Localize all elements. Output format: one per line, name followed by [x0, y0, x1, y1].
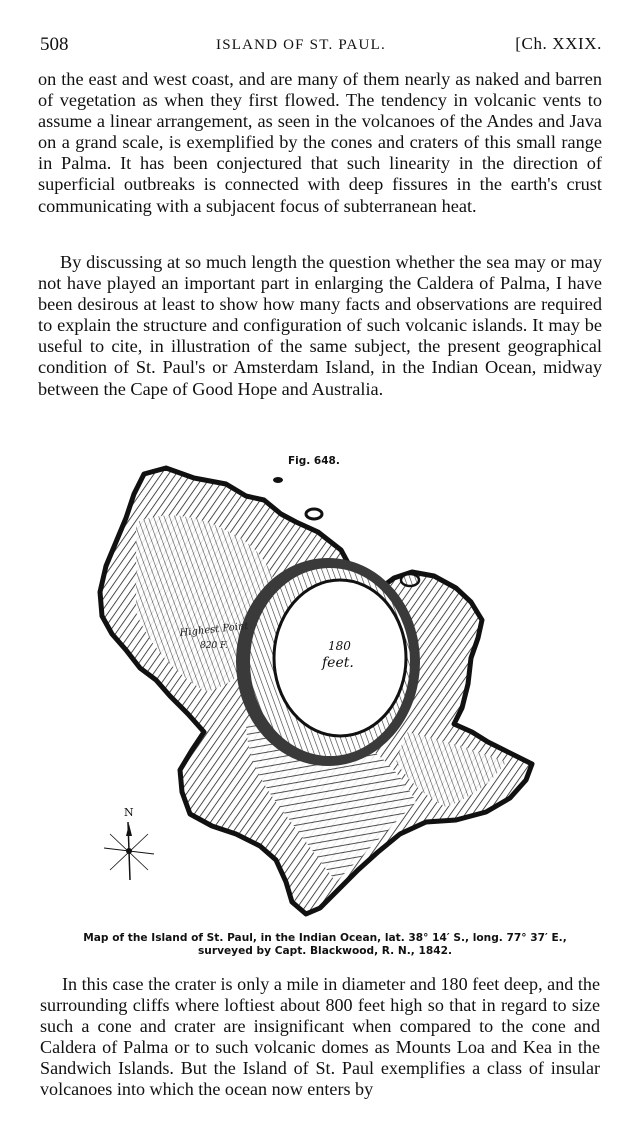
compass-north-label: N — [124, 806, 134, 819]
islet-north — [306, 509, 322, 519]
running-title: ISLAND OF ST. PAUL. — [216, 37, 386, 53]
paragraph-3: In this case the crater is only a mile in diameter and 180 feet deep, and the surrounding cliffs where loftiest about 800 feet high so that in regard to size such a cone and crater are insignificant when compared to the cone and Caldera of Palma or to such volcanic domes as Mounts Loa and Kea in the Sandwich Islands. But the Island of St. Paul exemplifies a class of insular volcanoes into which the ocean now enters by — [40, 974, 600, 1099]
island-map-drawing — [96, 462, 556, 934]
figure-label: Fig. 648. — [288, 455, 340, 467]
chapter-label: [Ch. XXIX. — [515, 34, 602, 53]
caption-line-1: Map of the Island of St. Paul, in the Indian Ocean, lat. 38° 14′ S., long. 77° 37′ E., — [83, 932, 567, 944]
crater-depth-label: 180 — [328, 639, 351, 653]
crater-depth-unit: feet. — [322, 655, 354, 671]
highest-point-label: Highest Point — [179, 620, 249, 639]
figure-caption — [80, 932, 570, 958]
page-header — [40, 34, 602, 58]
caption-line-2: surveyed by Capt. Blackwood, R. N., 1842. — [198, 945, 452, 957]
island-map — [96, 462, 556, 934]
paragraph-1: on the east and west coast, and are many of them nearly as naked and barren of vegetation as when they first flowed. The tendency in volcanic vents to assume a linear arrangement, as seen in the volcanoes of the Andes and Java on a grand scale, is exemplified by the cones and craters of this small range in Palma. It has been conjectured that such linearity in the direction of superficial outbreaks is connected with deep fissures in the earth's crust communicating with a subjacent focus of subterranean heat. — [38, 69, 602, 216]
paragraph-2: By discussing at so much length the question whether the sea may or may not have played an important part in enlarging the Caldera of Palma, I have been desirous at least to show how many facts and observations are required to explain the structure and configuration of such volcanic islands. It may be useful to cite, in illustration of the same subject, the present geographical condition of St. Paul's or Amsterdam Island, in the Indian Ocean, midway between the Cape of Good Hope and Australia. — [38, 252, 602, 399]
north-compass-icon — [104, 806, 154, 880]
page-number: 508 — [40, 34, 69, 55]
highest-point-value: 820 F. — [200, 641, 228, 651]
islet-top — [273, 477, 283, 483]
islet-east — [401, 574, 419, 586]
